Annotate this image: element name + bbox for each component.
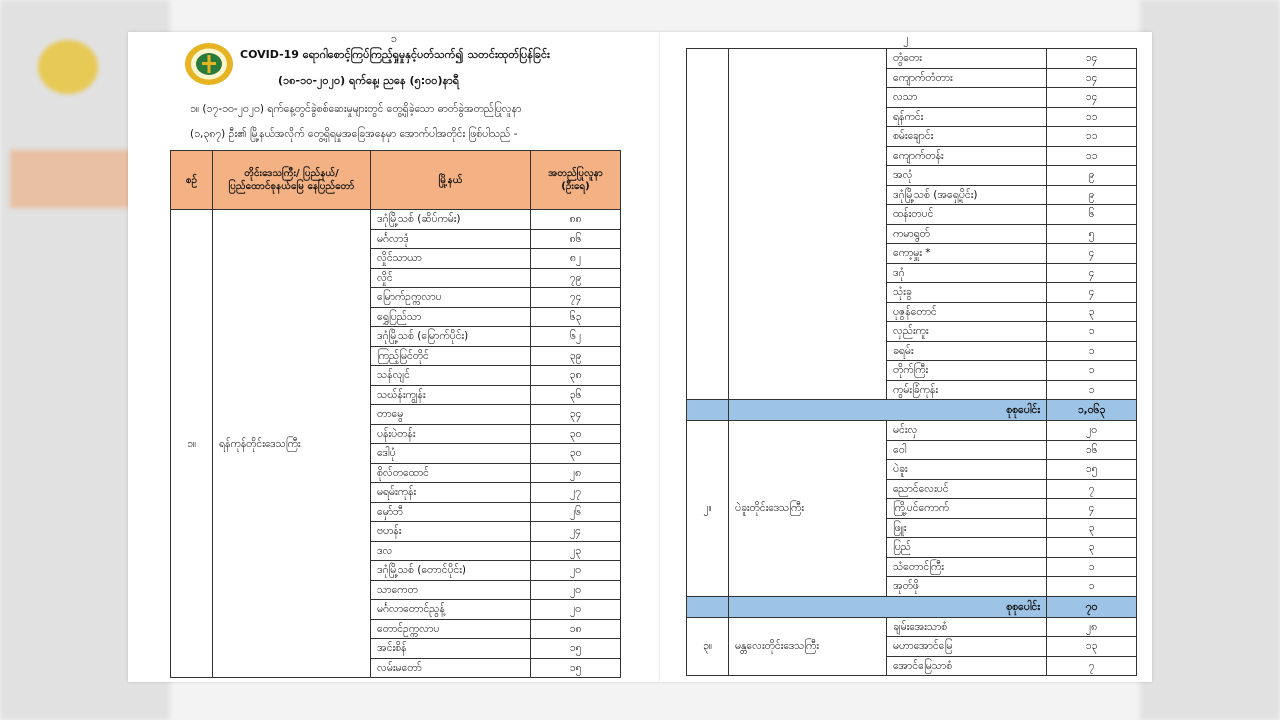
region-name: ရန်ကုန်တိုင်းဒေသကြီး <box>213 210 371 678</box>
table-row <box>687 49 1137 69</box>
background-logo <box>38 40 98 94</box>
page-number: ၂ <box>903 32 909 45</box>
ministry-seal-icon <box>184 42 234 86</box>
case-count: ၇ <box>1047 656 1137 676</box>
township-name: အောင်မြေသာစံ <box>887 656 1047 676</box>
row-number <box>687 49 729 400</box>
region-name <box>729 49 887 400</box>
case-count: ၅ <box>1047 224 1137 244</box>
case-count: ၃ <box>1047 518 1137 538</box>
case-count: ၁၄ <box>1047 49 1137 69</box>
case-count: ၄ <box>1047 283 1137 303</box>
township-name: အုတ်ဖို <box>887 577 1047 597</box>
case-count: ၄ <box>1047 244 1137 264</box>
case-count: ၁၁ <box>1047 146 1137 166</box>
township-name: မင်္ဂလာတောင်ညွန့် <box>371 600 531 620</box>
document-title: COVID-19 ရောဂါစောင့်ကြပ်ကြည့်ရှုမှုနှင့်ပတ်သက်၍ သတင်းထုတ်ပြန်ခြင်း <box>240 48 550 61</box>
case-count: ၇ <box>1047 479 1137 499</box>
intro-text-line-2: (၁,၃၈၇) ဦး၏ မြို့နယ်အလိုက် တွေ့ရှိရမှုအခြေအနေမှာ အောက်ပါအတိုင်း ဖြစ်ပါသည် - <box>190 128 518 140</box>
township-name: ရန်ကင်း <box>887 107 1047 127</box>
table-row <box>687 421 1137 441</box>
row-number: ၁။ <box>171 210 213 678</box>
township-name: ဗဟန်း <box>371 522 531 542</box>
township-name: ဝေါ <box>887 440 1047 460</box>
case-count: ၁၃ <box>1047 637 1137 657</box>
case-count: ၁၄ <box>1047 68 1137 88</box>
township-name: တိုက်ကြီး <box>887 361 1047 381</box>
township-name: ဒဂုံမြို့သစ် (အရှေ့ပိုင်း) <box>887 185 1047 205</box>
case-count: ၂၈ <box>1047 617 1137 637</box>
township-name: ဒေါပုံ <box>371 444 531 464</box>
case-count: ၆၃ <box>531 307 621 327</box>
cases-table-page-2 <box>686 48 1137 676</box>
township-name: ပုဇွန်တောင် <box>887 302 1047 322</box>
table-row <box>687 617 1137 637</box>
township-name: လသာ <box>887 88 1047 108</box>
case-count: ၆၂ <box>531 327 621 347</box>
township-name: ဒလ <box>371 541 531 561</box>
case-count: ၁ <box>1047 557 1137 577</box>
township-name: သုံးခွ <box>887 283 1047 303</box>
township-name: အင်းစိန် <box>371 639 531 659</box>
total-blank <box>687 596 729 617</box>
case-count: ၃ <box>1047 302 1137 322</box>
township-name: ချမ်းအေးသာစံ <box>887 617 1047 637</box>
township-name: လှည်းကူး <box>887 322 1047 342</box>
document-date: (၁၈-၁၀-၂၀၂၀) ရက်နေ့၊ ညနေ (၅:၀၀)နာရီ <box>278 74 460 87</box>
case-count: ၁၄ <box>1047 88 1137 108</box>
case-count: ၂၄ <box>531 522 621 542</box>
case-count: ၂၃ <box>531 541 621 561</box>
township-name: ဒဂုံမြို့သစ် (တောင်ပိုင်း) <box>371 561 531 581</box>
case-count: ၁၈ <box>531 619 621 639</box>
case-count: ၉ <box>1047 166 1137 186</box>
township-name: ကွမ်းခြံကုန်း <box>887 380 1047 400</box>
case-count: ၁၅ <box>531 639 621 659</box>
case-count: ၂၀ <box>1047 421 1137 441</box>
township-name: မြောက်ဥက္ကလာပ <box>371 288 531 308</box>
case-count: ၂၀ <box>531 600 621 620</box>
township-name: ဒဂုံ <box>887 263 1047 283</box>
case-count: ၈၆ <box>531 229 621 249</box>
case-count: ၁၅ <box>531 658 621 678</box>
total-label: စုစုပေါင်း <box>729 596 1047 617</box>
document-page-2 <box>660 32 1152 682</box>
township-name: တွံတေး <box>887 49 1047 69</box>
township-name: မရမ်းကုန်း <box>371 483 531 503</box>
case-count: ၃၀ <box>531 424 621 444</box>
case-count: ၆ <box>1047 205 1137 225</box>
total-row <box>687 596 1137 617</box>
township-name: ကျောက်တန်း <box>887 146 1047 166</box>
township-name: ကျောက်တံတား <box>887 68 1047 88</box>
header-township: မြို့နယ် <box>371 151 531 210</box>
background-page-right <box>1140 0 1280 720</box>
case-count: ၁ <box>1047 361 1137 381</box>
township-name: လှိုင်သာယာ <box>371 249 531 269</box>
case-count: ၂၀ <box>531 561 621 581</box>
case-count: ၃၉ <box>531 346 621 366</box>
case-count: ၁ <box>1047 322 1137 342</box>
page-number: ၁ <box>390 32 398 45</box>
township-name: ကြည့်မြင်တိုင် <box>371 346 531 366</box>
case-count: ၇၉ <box>531 268 621 288</box>
township-name: ထန်းတပင် <box>887 205 1047 225</box>
township-name: ပြည် <box>887 538 1047 558</box>
township-name: ခရမ်း <box>887 341 1047 361</box>
row-number: ၃။ <box>687 617 729 676</box>
township-name: မင်္ဂလာဒုံ <box>371 229 531 249</box>
case-count: ၁၁ <box>1047 107 1137 127</box>
township-name: စိုလ်တထောင် <box>371 463 531 483</box>
township-name: သန်လျင် <box>371 366 531 386</box>
total-label: စုစုပေါင်း <box>729 400 1047 421</box>
case-count: ၁၁ <box>1047 127 1137 147</box>
total-row <box>687 400 1137 421</box>
region-name: မန္တလေးတိုင်းဒေသကြီး <box>729 617 887 676</box>
case-count: ၂၇ <box>531 483 621 503</box>
township-name: သာကေတ <box>371 580 531 600</box>
township-name: ပန်းပဲတန်း <box>371 424 531 444</box>
table-header-row <box>171 151 621 210</box>
intro-text-line-1: ၁။ (၁၇-၁၀-၂၀၂၀) ရက်နေ့တွင်ခွဲစစ်ဆေးမှုများတွင် တွေ့ရှိခဲ့သော ဓာတ်ခွဲအတည်ပြုလူနာ <box>190 103 522 115</box>
township-name: ကော့မှူး * <box>887 244 1047 264</box>
case-count: ၃ <box>1047 538 1137 558</box>
case-count: ၁ <box>1047 577 1137 597</box>
township-name: သဃ်န်းကျွန်း <box>371 385 531 405</box>
total-value: ၁,၀၆၃ <box>1047 400 1137 421</box>
header-region: တိုင်းဒေသကြီး/ ပြည်နယ်/ ပြည်ထောင်စုနယ်မြေ နေပြည်တော် <box>213 151 371 210</box>
case-count: ၄ <box>1047 499 1137 519</box>
case-count: ၄ <box>1047 263 1137 283</box>
township-name: စမ်းချောင်း <box>887 127 1047 147</box>
township-name: မင်းလှ <box>887 421 1047 441</box>
township-name: မဟာအောင်မြေ <box>887 637 1047 657</box>
township-name: တောင်ဥက္ကလာပ <box>371 619 531 639</box>
case-count: ၈၈ <box>531 210 621 230</box>
township-name: ဖြူး <box>887 518 1047 538</box>
township-name: ရွှေပြည်သာ <box>371 307 531 327</box>
township-name: ဒဂုံမြို့သစ် (ဆိပ်ကမ်း) <box>371 210 531 230</box>
case-count: ၃၈ <box>531 366 621 386</box>
case-count: ၂၆ <box>531 502 621 522</box>
case-count: ၂၀ <box>531 580 621 600</box>
region-name: ပဲခူးတိုင်းဒေသကြီး <box>729 421 887 597</box>
case-count: ၂၈ <box>531 463 621 483</box>
case-count: ၃၄ <box>531 405 621 425</box>
cases-table-page-1 <box>170 150 621 678</box>
table-row <box>171 210 621 230</box>
township-name: လမ်းမတော် <box>371 658 531 678</box>
township-name: တာမွေ <box>371 405 531 425</box>
township-name: သံတောင်ကြီး <box>887 557 1047 577</box>
case-count: ၇၄ <box>531 288 621 308</box>
township-name: မှော်ဘီ <box>371 502 531 522</box>
case-count: ၁၅ <box>1047 460 1137 480</box>
document-page-1 <box>128 32 660 682</box>
township-name: ကြို့ပင်ကောက် <box>887 499 1047 519</box>
township-name: ကမာရွတ် <box>887 224 1047 244</box>
total-blank <box>687 400 729 421</box>
case-count: ၃၆ <box>531 385 621 405</box>
township-name: လှိုင် <box>371 268 531 288</box>
township-name: အလုံ <box>887 166 1047 186</box>
township-name: ဒဂုံမြို့သစ် (မြောက်ပိုင်း) <box>371 327 531 347</box>
case-count: ၁၆ <box>1047 440 1137 460</box>
township-name: ညောင်လေးပင် <box>887 479 1047 499</box>
row-number: ၂။ <box>687 421 729 597</box>
township-name: ပဲခူး <box>887 460 1047 480</box>
header-no: စဉ် <box>171 151 213 210</box>
total-value: ၇၀ <box>1047 596 1137 617</box>
case-count: ၃၀ <box>531 444 621 464</box>
header-count: အတည်ပြုလူနာ (ဦးရေ) <box>531 151 621 210</box>
case-count: ၁ <box>1047 380 1137 400</box>
case-count: ၁ <box>1047 341 1137 361</box>
case-count: ၉ <box>1047 185 1137 205</box>
case-count: ၈၂ <box>531 249 621 269</box>
